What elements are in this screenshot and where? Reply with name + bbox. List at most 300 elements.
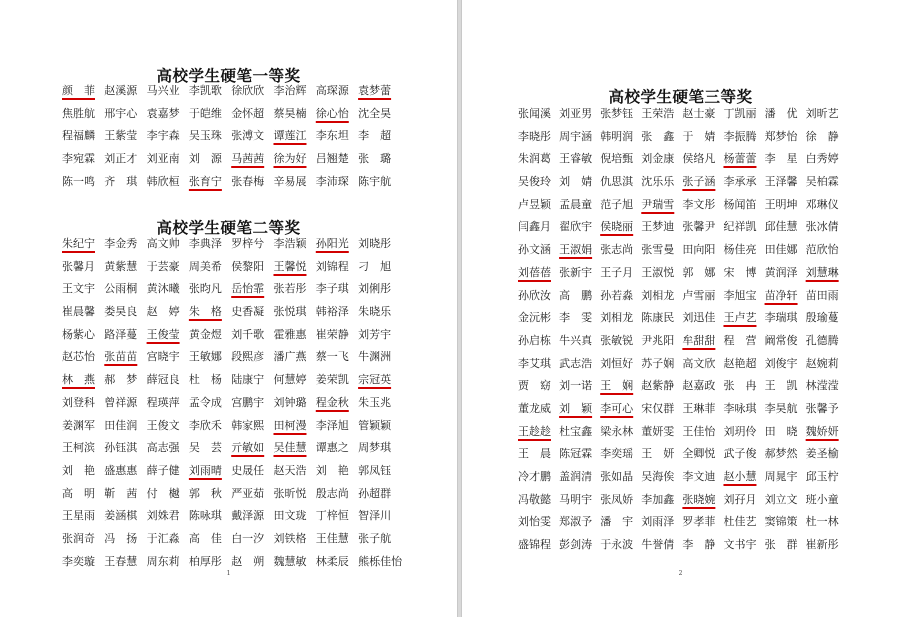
- name-cell-highlighted: 王趁趁: [518, 424, 551, 438]
- name-cell: 孙启栋: [518, 333, 551, 347]
- name-cell: 白秀婷: [805, 152, 839, 166]
- name-cell: 于汇淼: [146, 531, 180, 545]
- name-cell: 张梦钰: [600, 107, 634, 120]
- name-cell: 田向阳: [682, 243, 716, 257]
- name-cell: 张如晶: [600, 470, 634, 483]
- name-cell: 郭凤钰: [358, 463, 392, 477]
- name-cell: 林柔辰: [315, 554, 349, 568]
- name-cell: 朱晓乐: [358, 305, 392, 319]
- name-cell: 陈一鸣: [62, 174, 95, 188]
- name-cell-highlighted: 苗净轩: [764, 288, 798, 302]
- name-cell: 王泽馨: [764, 175, 798, 189]
- name-cell: 赵婉莉: [805, 356, 839, 370]
- name-cell: 王春慧: [104, 554, 138, 568]
- name-cell: 张雪曼: [641, 243, 675, 257]
- name-cell: 谭惠之: [315, 441, 349, 455]
- name-cell: 沈全昊: [358, 106, 392, 120]
- name-cell: 王俊文: [146, 418, 180, 432]
- name-cell: 杜宝鑫: [559, 424, 593, 438]
- name-cell: 史香凝: [231, 305, 265, 319]
- name-cell: 侯黎阳: [231, 259, 265, 273]
- name-cell: 刘昕艺: [805, 107, 839, 120]
- name-cell: 张溥文: [231, 129, 265, 143]
- name-cell: 张凤娇: [600, 492, 634, 506]
- name-cell: 管颖颖: [358, 418, 392, 432]
- name-cell: 牛渊洲: [358, 350, 392, 364]
- name-cell: 董龙威: [518, 401, 551, 415]
- name-cell: 陈康民: [641, 311, 675, 325]
- name-cell: 柏厚彤: [188, 554, 222, 568]
- name-cell: 崔新彤: [805, 538, 839, 552]
- name-cell-highlighted: 王俊莹: [146, 327, 180, 341]
- name-cell: 程瑛萍: [146, 395, 180, 409]
- name-cell: 苗田雨: [805, 288, 839, 302]
- name-cell: 丁梓恒: [315, 509, 349, 523]
- name-cell: 王梦迪: [641, 220, 675, 234]
- name-cell: 李浩颖: [273, 237, 307, 250]
- name-cell: 刘 艳: [315, 463, 349, 477]
- name-cell: 高 明: [62, 486, 95, 500]
- name-cell: 赵嘉政: [682, 379, 716, 393]
- name-cell: 张志尚: [600, 243, 634, 257]
- name-cell: 孙欣汝: [518, 288, 551, 302]
- name-cell: 王琳菲: [682, 401, 716, 415]
- name-cell: 孙超群: [358, 486, 392, 500]
- name-cell-highlighted: 王淑娟: [559, 243, 593, 257]
- name-cell: 王佳怡: [682, 424, 716, 438]
- name-cell-highlighted: 程金秋: [315, 395, 349, 409]
- name-cell: 金怀超: [231, 106, 265, 120]
- name-cell: 辛易展: [273, 174, 307, 188]
- name-cell-highlighted: 林 燕: [62, 373, 95, 387]
- name-cell: 魏慧敏: [273, 554, 307, 568]
- name-cell: 刘登科: [62, 395, 95, 409]
- name-cell: 韩欣桓: [146, 174, 180, 188]
- name-cell: 吴海俟: [641, 470, 675, 483]
- name-grid-second-prize: [62, 233, 403, 573]
- name-cell: 刘相龙: [600, 311, 634, 325]
- name-cell: 邱佳慧: [764, 220, 798, 234]
- name-cell: 崔荣静: [315, 327, 349, 341]
- name-cell: 窦锦策: [764, 515, 798, 529]
- name-cell: 程福麟: [62, 129, 95, 143]
- name-cell: 邢宇心: [104, 106, 138, 120]
- name-cell: 盛惠惠: [104, 463, 138, 477]
- name-cell: 李子琪: [315, 282, 349, 296]
- name-cell: 宫晓宇: [146, 350, 180, 364]
- name-cell: 吴柏霖: [805, 175, 839, 189]
- name-cell: 宫鹏宇: [231, 395, 265, 409]
- name-cell: 董妍雯: [641, 424, 675, 438]
- name-cell-highlighted: 孙阳光: [315, 237, 349, 250]
- name-cell: 王敏娜: [188, 350, 222, 364]
- name-cell: 张 群: [764, 538, 798, 552]
- name-cell: 刘孖月: [723, 492, 757, 506]
- name-cell: 李宇森: [146, 129, 180, 143]
- name-cell: 文书宇: [723, 538, 757, 552]
- name-cell: 盖润清: [559, 470, 593, 483]
- name-cell: 高 鹏: [559, 288, 593, 302]
- name-cell: 赵天浩: [273, 463, 307, 477]
- name-cell: 刘怡雯: [518, 515, 551, 529]
- name-cell: 王柯滨: [62, 441, 95, 455]
- name-cell: 郭 娜: [682, 265, 716, 279]
- name-cell: 于芸豪: [146, 259, 180, 273]
- name-cell: 黄沐曦: [146, 282, 180, 296]
- name-cell: 李文迪: [682, 470, 716, 483]
- name-cell: 程 营: [723, 333, 757, 347]
- name-cell: 刘锦程: [315, 259, 349, 273]
- name-cell: 齐 琪: [104, 174, 138, 188]
- name-cell: 刘芳宇: [358, 327, 392, 341]
- name-cell: 彭剑涛: [559, 538, 593, 552]
- name-cell: 马明宇: [559, 492, 593, 506]
- name-cell: 刘恒好: [600, 356, 634, 370]
- name-cell: 李东坦: [315, 129, 349, 143]
- name-cell: 黄紫慧: [104, 259, 138, 273]
- name-cell-highlighted: 朱 格: [188, 305, 222, 319]
- name-cell: 李晓彤: [518, 129, 551, 143]
- name-cell: 朱玉兆: [358, 395, 392, 409]
- name-cell: 周东莉: [146, 554, 180, 568]
- name-cell: 牛誉倩: [641, 538, 675, 552]
- name-cell: 刘雨泽: [641, 515, 675, 529]
- name-cell: 高文帅: [146, 237, 180, 250]
- name-cell: 付 樾: [146, 486, 180, 500]
- name-cell-highlighted: 刘雨晴: [188, 463, 222, 477]
- name-cell: 张 冉: [723, 379, 757, 393]
- name-cell: 张馨尹: [682, 220, 716, 234]
- name-cell-highlighted: 刘蓓蓓: [518, 265, 551, 279]
- name-cell: 赵紫静: [641, 379, 675, 393]
- name-cell: 李振腾: [723, 129, 757, 143]
- name-cell: 刘俐彤: [358, 282, 392, 296]
- name-cell: 王 晨: [518, 447, 551, 461]
- name-cell: 严亚茹: [231, 486, 265, 500]
- name-cell: 韩裕泽: [315, 305, 349, 319]
- name-cell: 潘 优: [764, 107, 798, 120]
- name-cell: 孟晨童: [559, 197, 593, 211]
- name-cell: 张昕悦: [273, 486, 307, 500]
- name-cell: 张润奇: [62, 531, 95, 545]
- name-cell: 孙钰淇: [104, 441, 138, 455]
- name-cell: 姜渊军: [62, 418, 95, 432]
- name-cell: 罗梓兮: [231, 237, 265, 250]
- name-cell: 潘广燕: [273, 350, 307, 364]
- name-cell: 张春梅: [231, 174, 265, 188]
- name-cell: 卢昱颖: [518, 197, 551, 211]
- name-cell: 郝 梦: [104, 373, 138, 387]
- name-cell: 于 婧: [682, 129, 716, 143]
- name-cell: 殷志尚: [315, 486, 349, 500]
- name-cell: 于皑维: [188, 106, 222, 120]
- name-cell-highlighted: 吴佳慧: [273, 441, 307, 455]
- name-cell: 徐欣欣: [231, 84, 265, 97]
- name-cell: 张馨予: [805, 401, 839, 415]
- name-cell: 陆康宁: [231, 373, 265, 387]
- name-cell: 姜荣凯: [315, 373, 349, 387]
- name-cell-highlighted: 刘慧琳: [805, 265, 839, 279]
- name-cell: 高志强: [146, 441, 180, 455]
- name-cell-highlighted: 刘 颖: [559, 401, 593, 415]
- name-cell: 王佳慧: [315, 531, 349, 545]
- name-cell: 赵溪源: [104, 84, 138, 97]
- name-cell-highlighted: 岳怡霏: [231, 282, 265, 296]
- name-cell: 李 星: [764, 152, 798, 166]
- name-cell: 金沅彬: [518, 311, 551, 325]
- name-cell: 熊栎佳怡: [358, 554, 403, 568]
- name-cell: 宋仅群: [641, 401, 675, 415]
- name-cell: 刘俊宇: [764, 356, 798, 370]
- name-cell-highlighted: 王馨悦: [273, 259, 307, 273]
- name-cell: 倪培甄: [600, 152, 634, 166]
- name-cell-highlighted: 杨蕾蕾: [723, 152, 757, 166]
- name-cell: 高 佳: [188, 531, 222, 545]
- name-cell: 蔡一飞: [315, 350, 349, 364]
- name-cell: 田文珑: [273, 509, 307, 523]
- name-cell: 史晟任: [231, 463, 265, 477]
- name-cell: 靳 茜: [104, 486, 138, 500]
- name-cell: 刘玥伶: [723, 424, 757, 438]
- name-cell: 杨紫心: [62, 327, 95, 341]
- name-cell: 高文欣: [682, 356, 716, 370]
- name-cell: 李 雯: [559, 311, 593, 325]
- name-cell-highlighted: 朱纪宁: [62, 237, 95, 250]
- name-cell: 王 妍: [641, 447, 675, 461]
- name-cell-highlighted: 谭莲江: [273, 129, 307, 143]
- name-cell: 周美希: [188, 259, 222, 273]
- name-cell-highlighted: 侯晓丽: [600, 220, 634, 234]
- name-cell: 韩家熙: [231, 418, 265, 432]
- name-cell: 冯 扬: [104, 531, 138, 545]
- name-grid-third-prize: [518, 103, 847, 557]
- name-cell: 梁永林: [600, 424, 634, 438]
- name-cell: 崔晨馨: [62, 305, 95, 319]
- name-cell: 刘立文: [764, 492, 798, 506]
- page-number: 1: [226, 570, 231, 577]
- name-cell: 曾祥源: [104, 395, 138, 409]
- name-cell: 王紫莹: [104, 129, 138, 143]
- name-cell: 孟令成: [188, 395, 222, 409]
- name-cell-highlighted: 张苗苗: [104, 350, 138, 364]
- name-cell: 王睿敏: [559, 152, 593, 166]
- name-cell: 纪祥凯: [723, 220, 757, 234]
- name-cell: 赵士豪: [682, 107, 716, 120]
- name-cell-highlighted: 亓敏如: [231, 441, 265, 455]
- name-cell: 班小童: [805, 492, 839, 506]
- name-cell: 李欣禾: [188, 418, 222, 432]
- name-cell: 闫鑫月: [518, 220, 551, 234]
- name-cell: 范子旭: [600, 197, 634, 211]
- name-cell: 刘相龙: [641, 288, 675, 302]
- name-cell: 赵艳超: [723, 356, 757, 370]
- name-cell: 田佳润: [104, 418, 138, 432]
- name-cell: 吴 芸: [188, 441, 222, 455]
- name-cell: 吴俊玲: [518, 175, 551, 189]
- name-cell: 邱玉柠: [805, 470, 839, 483]
- name-cell: 刘一诺: [559, 379, 593, 393]
- name-cell-highlighted: 牟甜甜: [682, 333, 716, 347]
- name-cell: 仇思淇: [600, 175, 634, 189]
- name-cell: 刘 婧: [559, 175, 593, 189]
- name-cell-highlighted: 王卢艺: [723, 311, 757, 325]
- name-cell-highlighted: 张育宁: [188, 174, 222, 188]
- name-cell: 姜涵棋: [104, 509, 138, 523]
- name-cell: 赵芯怡: [62, 350, 95, 364]
- name-cell: 李承承: [723, 175, 757, 189]
- name-cell: 郝梦然: [764, 447, 798, 461]
- name-cell-highlighted: 颜 菲: [62, 84, 95, 97]
- name-cell: 何慧婷: [273, 373, 307, 387]
- name-cell: 刘金康: [641, 152, 675, 166]
- name-cell: 李加鑫: [641, 492, 675, 506]
- name-cell: 李泽旭: [315, 418, 349, 432]
- name-cell-highlighted: 袁梦蕾: [358, 84, 392, 97]
- name-cell: 刘铁格: [273, 531, 307, 545]
- name-cell: 罗孝菲: [682, 515, 716, 529]
- name-cell: 王 凯: [764, 379, 798, 393]
- name-cell: 黄润泽: [764, 265, 798, 279]
- name-cell: 李艾琪: [518, 356, 551, 370]
- name-cell: 周晁宇: [764, 470, 798, 483]
- name-cell: 孙文涵: [518, 243, 551, 257]
- name-cell: 田佳娜: [764, 243, 798, 257]
- name-cell-highlighted: 张子涵: [682, 175, 716, 189]
- name-cell: 全卿悦: [682, 447, 716, 461]
- name-cell: 薛冠良: [146, 373, 180, 387]
- name-cell: 刁 旭: [358, 259, 392, 273]
- name-cell: 马兴业: [146, 84, 180, 97]
- name-cell: 郭 秋: [188, 486, 222, 500]
- name-cell: 朱润葛: [518, 152, 551, 166]
- name-cell: 侯络凡: [682, 152, 716, 166]
- name-cell: 焦胜航: [62, 106, 95, 120]
- name-cell: 李奕瑶: [600, 447, 634, 461]
- name-cell: 李瑞琪: [764, 311, 798, 325]
- name-cell: 孔德腾: [805, 333, 839, 347]
- name-cell: 袁嘉梦: [146, 106, 180, 120]
- name-cell: 孙若淼: [600, 288, 634, 302]
- name-cell-highlighted: 张晓婉: [682, 492, 716, 506]
- name-cell: 戴泽源: [231, 509, 265, 523]
- name-cell-highlighted: 宗冠英: [358, 373, 392, 387]
- name-cell: 李奕璇: [62, 554, 95, 568]
- name-cell: 韩明润: [600, 129, 634, 143]
- name-cell: 张悦琪: [273, 305, 307, 319]
- name-cell: 李旭宝: [723, 288, 757, 302]
- section-title-second-prize: 高校学生硬笔二等奖: [156, 218, 301, 237]
- name-cell: 周梦琪: [358, 441, 392, 455]
- name-cell: 李治辉: [273, 84, 307, 97]
- name-cell: 贾 窈: [518, 379, 551, 393]
- name-cell: 李典泽: [188, 237, 222, 250]
- page-number: 2: [678, 570, 683, 577]
- name-cell-highlighted: 田柯漫: [273, 418, 307, 432]
- name-cell: 陈宇航: [358, 174, 392, 188]
- name-cell: 刘正才: [104, 152, 138, 166]
- name-cell: 李宛霖: [62, 152, 95, 166]
- name-cell: 吕翘楚: [315, 152, 349, 166]
- name-cell: 赵 婷: [146, 305, 180, 319]
- name-cell: 张子航: [358, 531, 392, 545]
- name-cell: 武子俊: [723, 447, 757, 461]
- name-cell: 张闻溪: [518, 107, 551, 120]
- name-cell: 潘 宇: [600, 515, 634, 529]
- name-cell: 牛兴真: [559, 333, 593, 347]
- name-cell: 刘亚南: [146, 152, 180, 166]
- name-cell: 刘晓彤: [358, 237, 392, 250]
- name-cell: 杜一林: [805, 515, 839, 529]
- name-cell: 霍雅惠: [273, 327, 307, 341]
- name-cell: 李文彤: [682, 197, 716, 211]
- name-cell: 李咏琪: [723, 401, 757, 415]
- name-cell: 张 璐: [358, 152, 392, 166]
- name-cell: 田 晓: [764, 424, 798, 438]
- name-cell: 杨闻笛: [723, 197, 757, 211]
- name-grid-first-prize: [62, 80, 400, 193]
- name-cell: 范欣怡: [805, 243, 839, 257]
- name-cell: 李昊航: [764, 401, 798, 415]
- name-cell: 于永波: [600, 538, 634, 552]
- name-cell: 周宇涵: [559, 129, 593, 143]
- name-cell: 公雨桐: [104, 282, 138, 296]
- name-cell-highlighted: 尹瑞雪: [641, 197, 675, 211]
- name-cell: 刘迅佳: [682, 311, 716, 325]
- name-cell: 冯敬懿: [518, 492, 551, 506]
- name-cell: 张冰倩: [805, 220, 839, 234]
- name-cell: 赵 朔: [231, 554, 265, 568]
- name-cell: 路泽蔓: [104, 327, 138, 341]
- name-cell: 张敏锐: [600, 333, 634, 347]
- name-cell: 吴玉珠: [188, 129, 222, 143]
- name-cell: 杨佳亮: [723, 243, 757, 257]
- name-cell: 李金秀: [104, 237, 138, 250]
- name-cell-highlighted: 王 娴: [600, 379, 634, 393]
- name-cell: 陈冠霖: [559, 447, 593, 461]
- name-cell: 翟欣宇: [559, 220, 593, 234]
- name-cell: 殷瑜蔓: [805, 311, 839, 325]
- document-page-2: [461, 0, 899, 617]
- name-cell: 白一汐: [231, 531, 265, 545]
- name-cell: 郑梦怡: [764, 129, 798, 143]
- name-cell: 丁凯丽: [723, 107, 757, 120]
- name-cell: 徐 静: [805, 129, 839, 143]
- name-cell: 李凯歌: [188, 84, 222, 97]
- name-cell: 王淑悦: [641, 265, 675, 279]
- name-cell: 阚常俊: [764, 333, 798, 347]
- name-cell: 林滢滢: [805, 379, 839, 393]
- name-cell: 蔡昊楠: [273, 106, 307, 120]
- name-cell-highlighted: 赵小慧: [723, 470, 757, 483]
- name-cell-highlighted: 李可心: [600, 401, 634, 415]
- name-cell: 张 鑫: [641, 129, 675, 143]
- name-cell: 薛子健: [146, 463, 180, 477]
- name-cell: 杜 杨: [188, 373, 222, 387]
- name-cell: 冷才鹏: [518, 470, 551, 483]
- name-cell: 尹兆阳: [641, 333, 675, 347]
- name-cell: 武志浩: [559, 356, 593, 370]
- name-cell: 张若彤: [273, 282, 307, 296]
- name-cell: 杜佳艺: [723, 515, 757, 529]
- name-cell: 段熙彦: [231, 350, 265, 364]
- name-cell: 宋 博: [723, 265, 757, 279]
- name-cell: 王子月: [600, 265, 634, 279]
- name-cell: 王明坤: [764, 197, 798, 211]
- name-cell: 张昀凡: [188, 282, 222, 296]
- name-cell-highlighted: 徐心怡: [315, 106, 349, 120]
- name-cell: 刘 艳: [62, 463, 95, 477]
- name-cell: 陈咏琪: [188, 509, 222, 523]
